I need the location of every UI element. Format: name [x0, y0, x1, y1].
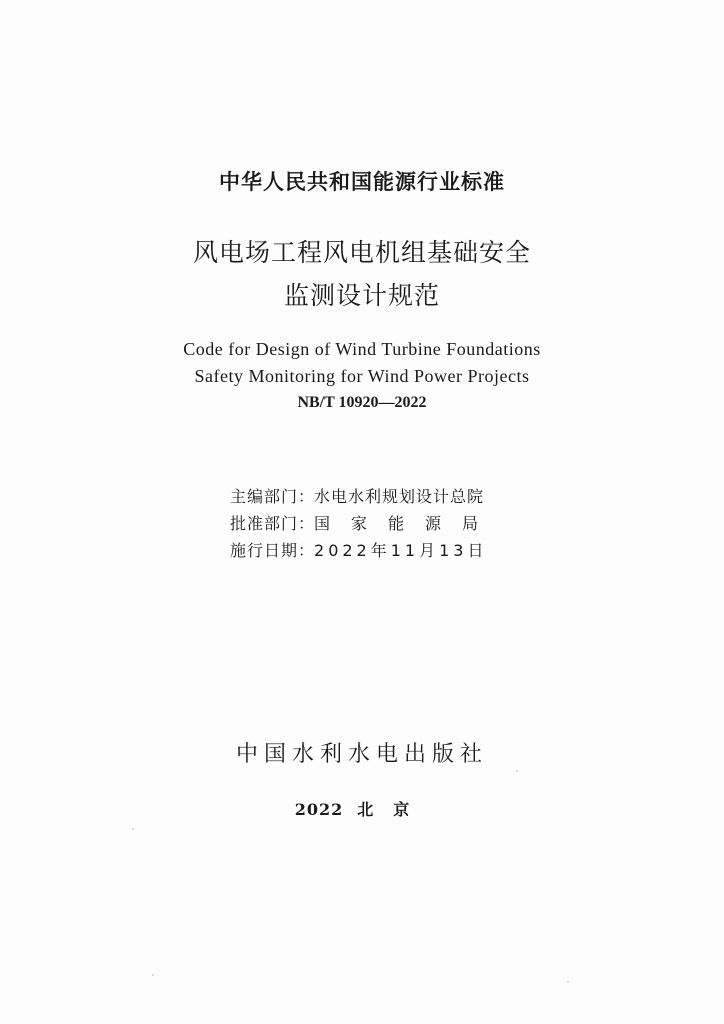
paper-speck: [567, 981, 569, 983]
publisher-name: 中国水利水电出版社: [235, 742, 488, 767]
paper-speck: [132, 828, 134, 830]
paper-speck: [516, 770, 518, 772]
meta-separator: ：: [298, 487, 315, 506]
meta-label-effective-date: 施行日期: [230, 541, 299, 560]
title-zh-line-2: 监测设计规范: [283, 281, 440, 310]
meta-row-approver: [230, 510, 499, 537]
title-en-line-1: Code for Design of Wind Turbine Foundations: [183, 339, 541, 359]
title-zh-line-1: 风电场工程风电机组基础安全: [192, 238, 531, 267]
meta-value-editor: 水电水利规划设计总院: [314, 487, 485, 506]
meta-row-editor: [230, 483, 499, 510]
publication-year: 2022: [294, 800, 344, 819]
publication-place: [0, 797, 724, 820]
publication-city: 北京: [357, 800, 430, 819]
meta-label-approver: 批准部门: [230, 514, 299, 533]
paper-speck: [152, 974, 154, 976]
meta-row-effective-date: [230, 537, 499, 564]
title-en-line-2: Safety Monitoring for Wind Power Projects: [194, 366, 530, 386]
meta-separator: ：: [298, 514, 315, 533]
meta-label-editor: 主编部门: [230, 487, 299, 506]
meta-value-effective-date: 2022年11月13日: [314, 541, 488, 560]
meta-value-approver: 国家能源局: [314, 514, 500, 533]
standard-category: 中华人民共和国能源行业标准: [219, 170, 505, 194]
metadata-block: [230, 483, 499, 564]
standard-number: NB/T 10920—2022: [297, 394, 427, 411]
meta-separator: ：: [298, 541, 315, 560]
